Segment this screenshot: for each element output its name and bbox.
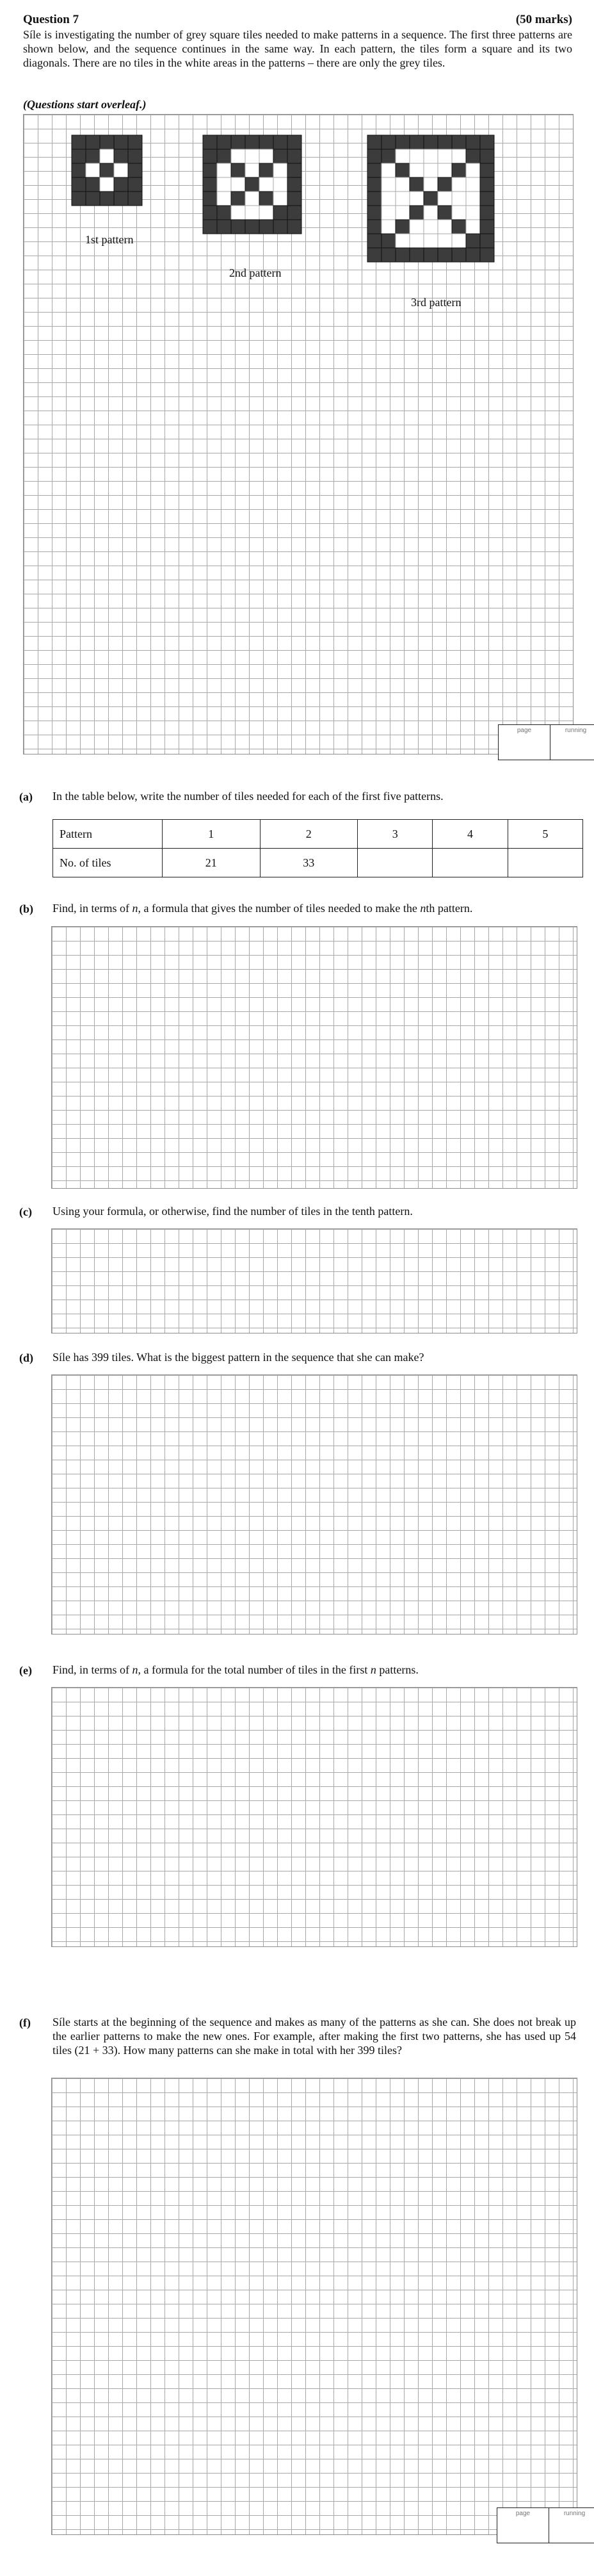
white-cell <box>259 149 273 163</box>
white-cell <box>452 149 466 163</box>
page-cell: page <box>515 2510 531 2517</box>
part-b-ordinal-suffix: th <box>426 902 435 915</box>
intro-note: (Questions start overleaf.) <box>23 98 147 111</box>
part-e-var: n <box>132 1663 138 1676</box>
grey-tile <box>72 149 86 163</box>
white-cell <box>452 192 466 206</box>
grey-tile <box>128 149 142 163</box>
part-e-answer-grid[interactable] <box>51 1687 577 1947</box>
table-row <box>53 820 583 849</box>
pattern-svg <box>71 135 143 206</box>
grey-tile <box>114 177 128 192</box>
white-cell <box>381 206 396 220</box>
grey-tile <box>217 149 231 163</box>
white-cell <box>245 163 259 177</box>
part-e-text-2: , a formula for the total number of tiles in the first <box>138 1663 371 1676</box>
grey-tile <box>480 149 494 163</box>
grey-tile <box>72 177 86 192</box>
grey-tile <box>367 248 381 262</box>
white-cell <box>245 206 259 220</box>
grey-tile <box>203 135 217 149</box>
white-cell <box>231 149 245 163</box>
part-d-label: (d) <box>19 1351 33 1364</box>
grey-tile <box>452 248 466 262</box>
question-title: Question 7 <box>23 13 79 26</box>
white-cell <box>273 163 287 177</box>
grey-tile <box>452 220 466 234</box>
grey-tile <box>231 135 245 149</box>
grey-tile <box>259 135 273 149</box>
white-cell <box>452 206 466 220</box>
white-cell <box>438 220 452 234</box>
part-c-label: (c) <box>19 1205 32 1218</box>
grey-tile <box>203 163 217 177</box>
grey-tile <box>287 163 301 177</box>
white-cell <box>396 192 410 206</box>
grey-tile <box>381 149 396 163</box>
part-b-var: n <box>132 902 138 915</box>
part-d-answer-grid[interactable] <box>51 1374 577 1634</box>
white-cell <box>259 206 273 220</box>
pattern-3-figure <box>367 135 495 266</box>
table-header-pattern: Pattern <box>53 820 163 849</box>
grey-tile <box>245 220 259 234</box>
pattern-3-caption: 3rd pattern <box>411 296 462 309</box>
grey-tile <box>381 248 396 262</box>
grey-tile <box>128 192 142 206</box>
white-cell <box>396 177 410 192</box>
grey-tile <box>245 177 259 192</box>
grey-tile <box>72 135 86 149</box>
grey-tile <box>452 135 466 149</box>
table-cell: 4 <box>433 820 508 849</box>
tiles-table <box>52 819 583 877</box>
grey-tile <box>466 234 480 248</box>
white-cell <box>466 192 480 206</box>
grey-tile <box>100 163 114 177</box>
grey-tile <box>367 163 381 177</box>
white-cell <box>245 192 259 206</box>
grey-tile <box>480 177 494 192</box>
part-f-label: (f) <box>19 2016 31 2029</box>
grey-tile <box>480 248 494 262</box>
white-cell <box>410 220 424 234</box>
white-cell <box>273 177 287 192</box>
pattern-2-figure <box>202 135 302 238</box>
pattern-1-figure <box>71 135 143 209</box>
grey-tile <box>287 177 301 192</box>
grey-tile <box>480 163 494 177</box>
white-cell <box>217 192 231 206</box>
white-cell <box>245 149 259 163</box>
page-running-box-bottom <box>497 2507 594 2543</box>
part-b-ordinal-var: n <box>420 902 426 915</box>
grey-tile <box>410 248 424 262</box>
part-c-answer-grid[interactable] <box>51 1228 577 1333</box>
grey-tile <box>396 163 410 177</box>
white-cell <box>217 177 231 192</box>
part-e-var2: n <box>370 1663 376 1676</box>
part-b-text-2: , a formula that gives the number of tiles needed to make the <box>138 902 421 915</box>
pattern-svg <box>202 135 302 234</box>
grey-tile <box>217 206 231 220</box>
grey-tile <box>114 192 128 206</box>
grey-tile <box>273 220 287 234</box>
grey-tile <box>217 220 231 234</box>
table-cell: 1 <box>163 820 261 849</box>
grey-tile <box>114 135 128 149</box>
marks: (50 marks) <box>515 13 572 26</box>
white-cell <box>381 192 396 206</box>
page-running-box <box>498 724 594 760</box>
grey-tile <box>367 135 381 149</box>
grey-tile <box>480 220 494 234</box>
white-cell <box>410 163 424 177</box>
white-cell <box>100 149 114 163</box>
grey-tile <box>86 135 100 149</box>
grey-tile <box>367 220 381 234</box>
grey-tile <box>480 135 494 149</box>
grey-tile <box>381 234 396 248</box>
grey-tile <box>203 177 217 192</box>
white-cell <box>466 177 480 192</box>
white-cell <box>424 206 438 220</box>
white-cell <box>424 220 438 234</box>
part-a-text: In the table below, write the number of tiles needed for each of the first five patterns. <box>52 790 444 803</box>
grey-tile <box>480 192 494 206</box>
white-cell <box>410 192 424 206</box>
white-cell <box>231 206 245 220</box>
table-cell[interactable] <box>508 849 582 877</box>
grey-tile <box>424 192 438 206</box>
part-b-answer-grid[interactable] <box>51 926 577 1189</box>
grey-tile <box>287 192 301 206</box>
white-cell <box>424 234 438 248</box>
grey-tile <box>128 177 142 192</box>
white-cell <box>396 234 410 248</box>
grey-tile <box>259 163 273 177</box>
grey-tile <box>86 177 100 192</box>
white-cell <box>100 177 114 192</box>
grey-tile <box>231 163 245 177</box>
grey-tile <box>396 220 410 234</box>
grey-tile <box>114 149 128 163</box>
grey-tile <box>466 135 480 149</box>
part-a-label: (a) <box>19 790 33 803</box>
white-cell <box>396 149 410 163</box>
grey-tile <box>466 149 480 163</box>
grey-tile <box>72 192 86 206</box>
table-cell[interactable]: 21 <box>163 849 261 877</box>
intro-text: Síle is investigating the number of grey square tiles needed to make patterns in a sequence. The first three patterns are shown below, and the sequence continues in the same way. In each pattern, the tiles form a square and its two diagonals. There are no tiles in the white areas in the patterns – there are only the grey tiles. <box>23 28 572 69</box>
grey-tile <box>231 192 245 206</box>
white-cell <box>466 206 480 220</box>
grey-tile <box>72 163 86 177</box>
white-cell <box>438 192 452 206</box>
white-cell <box>438 163 452 177</box>
grey-tile <box>86 192 100 206</box>
table-cell: 2 <box>260 820 358 849</box>
grey-tile <box>381 135 396 149</box>
grey-tile <box>287 206 301 220</box>
pattern-1-caption: 1st pattern <box>85 233 134 246</box>
running-cell: running <box>549 2508 594 2543</box>
white-cell <box>438 149 452 163</box>
grey-tile <box>245 135 259 149</box>
grey-tile <box>410 177 424 192</box>
part-e-label: (e) <box>19 1664 32 1677</box>
table-cell: 5 <box>508 820 582 849</box>
grey-tile <box>367 177 381 192</box>
part-b-text <box>52 901 472 915</box>
grey-tile <box>100 192 114 206</box>
grey-tile <box>480 234 494 248</box>
grey-tile <box>438 177 452 192</box>
white-cell <box>424 149 438 163</box>
table-header-tiles: No. of tiles <box>53 849 163 877</box>
grey-tile <box>438 135 452 149</box>
grey-tile <box>424 248 438 262</box>
grey-tile <box>203 206 217 220</box>
grey-tile <box>410 135 424 149</box>
grey-tile <box>287 220 301 234</box>
grey-tile <box>438 206 452 220</box>
part-f-text: Síle starts at the beginning of the sequence and makes as many of the patterns as she can. She does not break up the earlier patterns to make the new ones. For example, after making the first two patterns, she has used up 54 tiles (21 + 33). How many patterns can she make in total with her 399 tiles? <box>52 2016 576 2057</box>
grey-tile <box>203 220 217 234</box>
grey-tile <box>128 135 142 149</box>
part-d-text: Síle has 399 tiles. What is the biggest pattern in the sequence that she can make? <box>52 1351 424 1364</box>
grey-tile <box>259 220 273 234</box>
part-e-text-1: Find, in terms of <box>52 1663 132 1676</box>
part-b-text-1: Find, in terms of <box>52 902 132 915</box>
grey-tile <box>203 192 217 206</box>
white-cell <box>396 206 410 220</box>
grey-tile <box>367 234 381 248</box>
part-e-text <box>52 1663 419 1677</box>
white-cell <box>381 220 396 234</box>
white-cell <box>273 192 287 206</box>
grey-tile <box>396 135 410 149</box>
white-cell <box>424 177 438 192</box>
table-cell[interactable] <box>358 849 433 877</box>
white-cell <box>410 234 424 248</box>
grey-tile <box>128 163 142 177</box>
white-cell <box>452 234 466 248</box>
grey-tile <box>410 206 424 220</box>
table-cell: 3 <box>358 820 433 849</box>
grey-tile <box>203 149 217 163</box>
part-b-label: (b) <box>19 902 33 915</box>
table-row <box>53 849 583 877</box>
grey-tile <box>480 206 494 220</box>
grey-tile <box>367 206 381 220</box>
white-cell <box>86 163 100 177</box>
part-b-text-3: pattern. <box>435 902 473 915</box>
grey-tile <box>424 135 438 149</box>
white-cell <box>217 163 231 177</box>
grey-tile <box>466 248 480 262</box>
grey-tile <box>452 163 466 177</box>
grey-tile <box>287 149 301 163</box>
page-cell: page <box>517 727 532 734</box>
grey-tile <box>86 149 100 163</box>
grey-tile <box>273 135 287 149</box>
white-cell <box>231 177 245 192</box>
running-cell: running <box>550 725 594 760</box>
pattern-2-caption: 2nd pattern <box>229 266 282 279</box>
white-cell <box>381 163 396 177</box>
white-cell <box>410 149 424 163</box>
white-cell <box>424 163 438 177</box>
part-c-text: Using your formula, or otherwise, find the number of tiles in the tenth pattern. <box>52 1205 413 1218</box>
grey-tile <box>438 248 452 262</box>
white-cell <box>466 163 480 177</box>
white-cell <box>438 234 452 248</box>
grey-tile <box>396 248 410 262</box>
grey-tile <box>217 135 231 149</box>
white-cell <box>114 163 128 177</box>
grey-tile <box>273 149 287 163</box>
white-cell <box>466 220 480 234</box>
white-cell <box>381 177 396 192</box>
grey-tile <box>287 135 301 149</box>
grey-tile <box>259 192 273 206</box>
white-cell <box>259 177 273 192</box>
part-f-answer-grid[interactable] <box>51 2078 577 2535</box>
grey-tile <box>273 206 287 220</box>
part-e-text-3: patterns. <box>376 1663 419 1676</box>
pattern-svg <box>367 135 495 263</box>
grey-tile <box>231 220 245 234</box>
grey-tile <box>367 192 381 206</box>
white-cell <box>452 177 466 192</box>
grey-tile <box>100 135 114 149</box>
table-cell[interactable]: 33 <box>260 849 358 877</box>
table-cell[interactable] <box>433 849 508 877</box>
grey-tile <box>367 149 381 163</box>
